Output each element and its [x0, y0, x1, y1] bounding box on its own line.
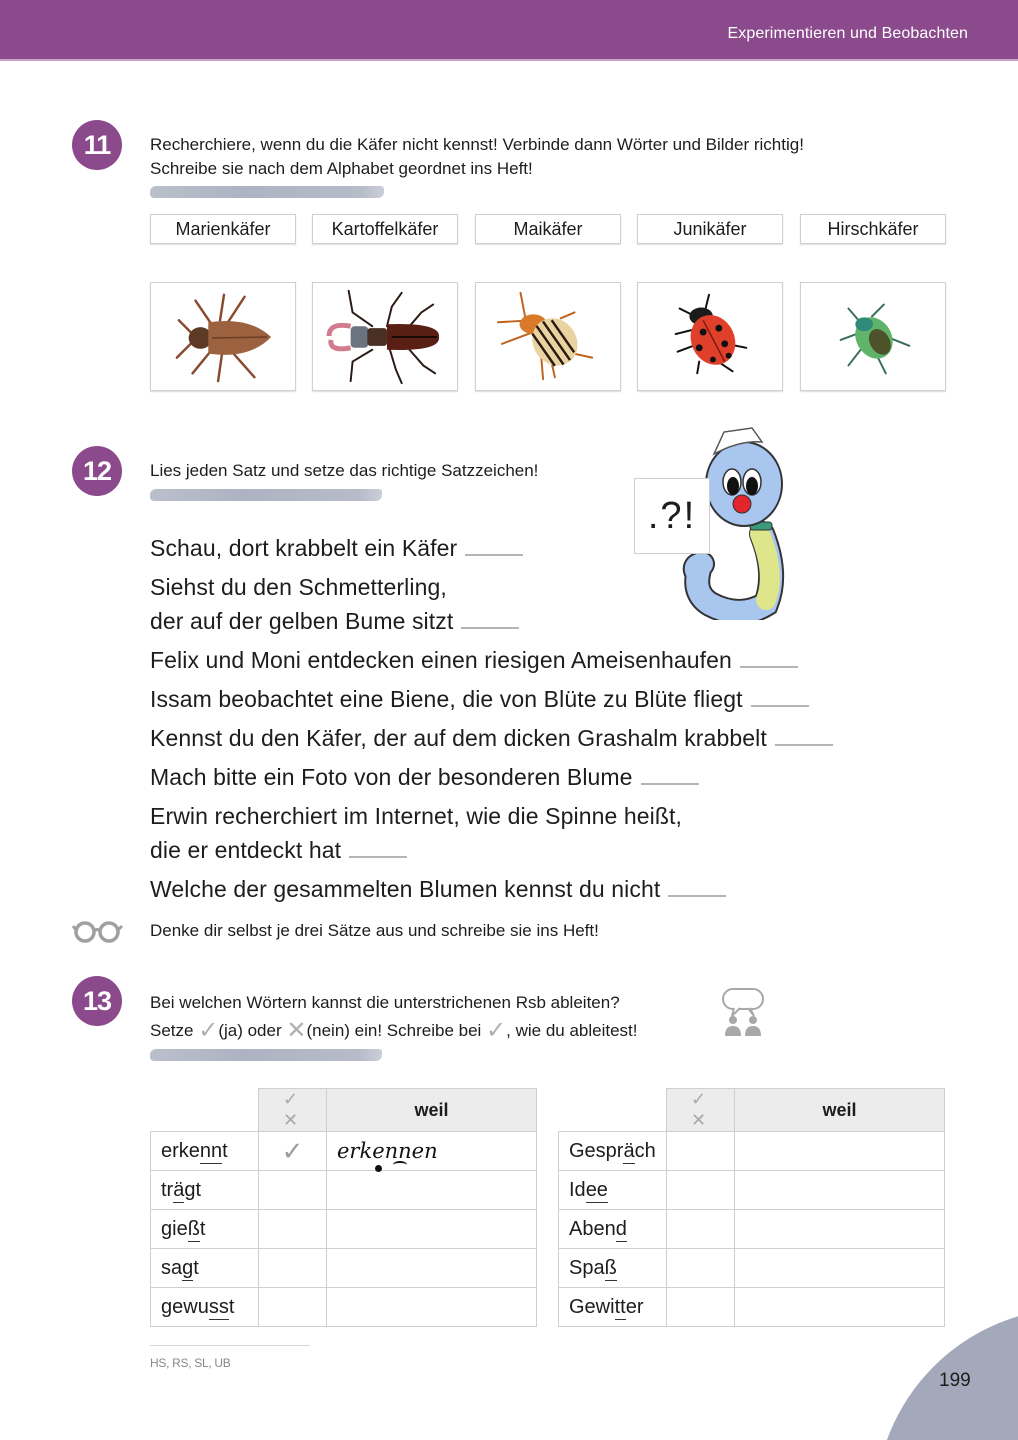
- word-box-marienkaefer[interactable]: Marienkäfer: [150, 214, 296, 244]
- partner-work-icon: [720, 986, 766, 1038]
- sentence-1: [150, 535, 523, 562]
- word-cell: Spaß: [559, 1249, 667, 1288]
- sentence-text: Kennst du den Käfer, der auf dem dicken Grashalm krabbelt: [150, 725, 767, 751]
- sentence-4: [150, 686, 809, 713]
- instruction-text: (nein) ein! Schreibe bei: [306, 1021, 482, 1040]
- weil-cell[interactable]: [327, 1288, 537, 1327]
- table-row: [151, 1288, 537, 1327]
- punctuation-blank[interactable]: [641, 783, 699, 785]
- sentence-5: [150, 725, 833, 752]
- stag-beetle-icon: [313, 283, 457, 390]
- mark-cell[interactable]: [667, 1249, 735, 1288]
- chapter-header: [0, 0, 1018, 61]
- task11-instruction-line1: Recherchiere, wenn du die Käfer nicht kennst! Verbinde dann Wörter und Bilder richtig!: [150, 135, 804, 154]
- picture-rose-chafer[interactable]: [800, 282, 946, 391]
- table-row: [151, 1249, 537, 1288]
- brush-stroke-decoration: [150, 186, 384, 198]
- sentence-7b: [150, 837, 407, 864]
- weil-cell[interactable]: [735, 1210, 945, 1249]
- instruction-text: Setze: [150, 1021, 194, 1040]
- mark-cell[interactable]: [667, 1288, 735, 1327]
- mark-cell[interactable]: [259, 1171, 327, 1210]
- word-cell: Gespräch: [559, 1132, 667, 1171]
- sentence-text: Erwin recherchiert im Internet, wie die Spinne heißt,: [150, 803, 682, 829]
- task-number-12: 12: [72, 446, 122, 496]
- weil-cell[interactable]: [735, 1249, 945, 1288]
- mark-cell[interactable]: [667, 1210, 735, 1249]
- brush-stroke-decoration: [150, 489, 382, 501]
- header-marks: ✓ ✕: [667, 1089, 735, 1132]
- task13-instruction: [150, 989, 638, 1045]
- word-box-maikaefer[interactable]: Maikäfer: [475, 214, 621, 244]
- sentence-text: die er entdeckt hat: [150, 837, 342, 863]
- sentence-2a: [150, 574, 447, 601]
- punctuation-blank[interactable]: [461, 627, 519, 629]
- punctuation-blank[interactable]: [751, 705, 809, 707]
- sentence-6: [150, 764, 699, 791]
- task-number-11: 11: [72, 120, 122, 170]
- rose-chafer-icon: [801, 283, 945, 390]
- header-weil: weil: [327, 1089, 537, 1132]
- punctuation-sign-card: .?!: [634, 478, 710, 554]
- word-box-hirschkaefer[interactable]: Hirschkäfer: [800, 214, 946, 244]
- sentence-8: [150, 876, 726, 903]
- header-empty-cell: [559, 1089, 667, 1132]
- mark-cell[interactable]: [259, 1288, 327, 1327]
- punctuation-blank[interactable]: [349, 856, 407, 858]
- chapter-title: Experimentieren und Beobachten: [727, 25, 968, 42]
- derivation-table-left: [150, 1088, 537, 1327]
- task13-instruction-line1: Bei welchen Wörtern kannst die unterstrichenen Rsb ableiten?: [150, 993, 620, 1012]
- instruction-text: (ja) oder: [218, 1021, 282, 1040]
- weil-cell[interactable]: [327, 1171, 537, 1210]
- table-row: [559, 1171, 945, 1210]
- mark-cell[interactable]: [667, 1171, 735, 1210]
- table-header-row: [559, 1089, 945, 1132]
- derivation-table-right: [558, 1088, 945, 1327]
- table-row: [151, 1132, 537, 1171]
- picture-colorado-beetle[interactable]: [475, 282, 621, 391]
- weil-cell[interactable]: [735, 1288, 945, 1327]
- sentence-text: Mach bitte ein Foto von der besonderen Blume: [150, 764, 633, 790]
- instruction-text: , wie du ableitest!: [506, 1021, 638, 1040]
- sentence-text: der auf der gelben Bume sitzt: [150, 608, 454, 634]
- sentence-text: Felix und Moni entdecken einen riesigen Ameisenhaufen: [150, 647, 732, 673]
- task-number-13: 13: [72, 976, 122, 1026]
- weil-cell[interactable]: [735, 1171, 945, 1210]
- sentence-text: Schau, dort krabbelt ein Käfer: [150, 535, 458, 561]
- glasses-icon: [72, 920, 124, 944]
- table-row: [559, 1288, 945, 1327]
- header-empty-cell: [151, 1089, 259, 1132]
- mark-cell[interactable]: [667, 1132, 735, 1171]
- punctuation-blank[interactable]: [775, 744, 833, 746]
- short-vowel-dot-icon: [375, 1165, 382, 1172]
- brush-stroke-decoration: [150, 1049, 382, 1061]
- word-box-kartoffelkaefer[interactable]: Kartoffelkäfer: [312, 214, 458, 244]
- cross-icon: ✕: [286, 1017, 307, 1044]
- table-row: [151, 1171, 537, 1210]
- punctuation-blank[interactable]: [465, 554, 523, 556]
- june-beetle-icon: [151, 283, 295, 390]
- table-row: [559, 1210, 945, 1249]
- task11-instruction-line2: Schreibe sie nach dem Alphabet geordnet ins Heft!: [150, 159, 533, 178]
- word-cell: Idee: [559, 1171, 667, 1210]
- handwritten-answer: erkennen: [337, 1139, 438, 1163]
- weil-cell[interactable]: [327, 1210, 537, 1249]
- footer-code: HS, RS, SL, UB: [150, 1356, 231, 1370]
- ladybird-icon: [638, 283, 782, 390]
- word-cell: sagt: [151, 1249, 259, 1288]
- sentence-3: [150, 647, 798, 674]
- table-row: [559, 1249, 945, 1288]
- task13-instruction-line2: [150, 1017, 638, 1045]
- table-row: [559, 1132, 945, 1171]
- word-box-junikaefer[interactable]: Junikäfer: [637, 214, 783, 244]
- check-icon: ✓: [198, 1017, 219, 1044]
- mark-cell[interactable]: ✓: [259, 1132, 327, 1171]
- sentence-text: Welche der gesammelten Blumen kennst du nicht: [150, 876, 661, 902]
- footer-divider: [150, 1345, 310, 1346]
- sentence-2b: [150, 608, 519, 635]
- syllable-arc-icon: [393, 1161, 407, 1169]
- word-cell: gießt: [151, 1210, 259, 1249]
- word-cell: trägt: [151, 1171, 259, 1210]
- weil-cell[interactable]: [735, 1132, 945, 1171]
- punctuation-blank[interactable]: [668, 895, 726, 897]
- weil-cell[interactable]: [327, 1132, 537, 1171]
- sentence-text: Siehst du den Schmetterling,: [150, 574, 447, 600]
- word-cell: erkennt: [151, 1132, 259, 1171]
- check-icon: ✓: [486, 1017, 507, 1044]
- picture-june-beetle[interactable]: [150, 282, 296, 391]
- picture-ladybird[interactable]: [637, 282, 783, 391]
- mark-cell[interactable]: [259, 1210, 327, 1249]
- punctuation-blank[interactable]: [740, 666, 798, 668]
- header-weil: weil: [735, 1089, 945, 1132]
- word-cell: Gewitter: [559, 1288, 667, 1327]
- task12-instruction: Lies jeden Satz und setze das richtige Satzzeichen!: [150, 461, 539, 480]
- task11-instruction: [150, 133, 804, 181]
- picture-stag-beetle[interactable]: [312, 282, 458, 391]
- sentence-text: Issam beobachtet eine Biene, die von Blüte zu Blüte fliegt: [150, 686, 743, 712]
- table-header-row: [151, 1089, 537, 1132]
- header-marks: ✓ ✕: [259, 1089, 327, 1132]
- extra-task-hint: Denke dir selbst je drei Sätze aus und schreibe sie ins Heft!: [150, 921, 599, 940]
- weil-cell[interactable]: [327, 1249, 537, 1288]
- word-cell: gewusst: [151, 1288, 259, 1327]
- sentence-7a: [150, 803, 682, 830]
- table-row: [151, 1210, 537, 1249]
- mark-cell[interactable]: [259, 1249, 327, 1288]
- colorado-beetle-icon: [476, 283, 620, 390]
- word-cell: Abend: [559, 1210, 667, 1249]
- page-number: 199: [939, 1370, 971, 1391]
